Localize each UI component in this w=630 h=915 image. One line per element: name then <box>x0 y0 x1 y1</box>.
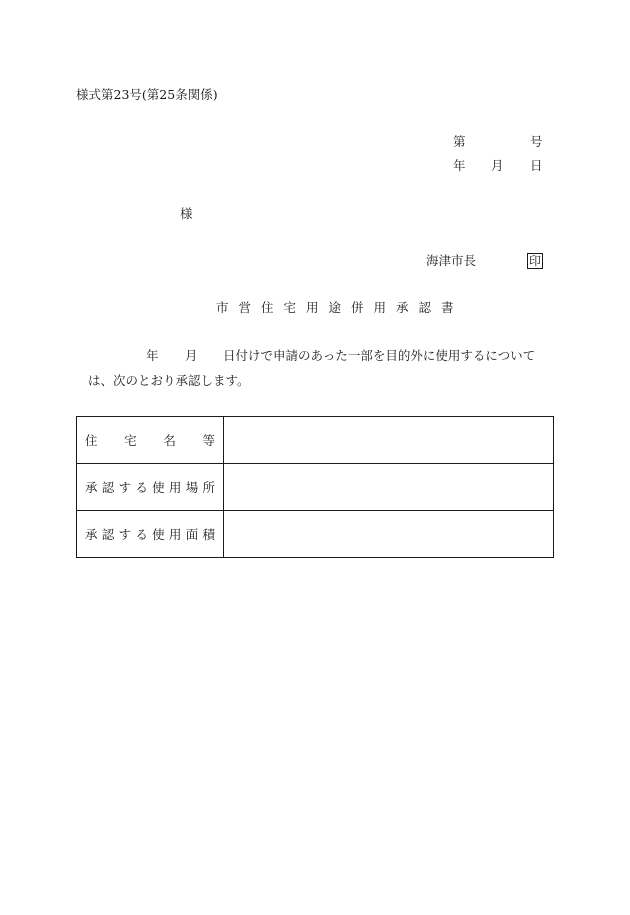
row-value[interactable] <box>224 511 554 558</box>
row-label-text <box>77 431 223 449</box>
label-char: 認 <box>101 527 115 542</box>
date-month: 月 <box>491 158 504 173</box>
label-char: 承 <box>85 527 98 542</box>
label-char: 所 <box>202 480 215 495</box>
label-char: 面 <box>185 527 199 542</box>
table-row <box>77 417 554 464</box>
doc-number-suffix: 号 <box>530 134 543 149</box>
label-char: 名 <box>163 433 176 448</box>
label-char: 住 <box>85 433 98 448</box>
row-value[interactable] <box>224 464 554 511</box>
info-table <box>76 416 554 558</box>
issuer-seal <box>527 253 543 269</box>
seal-mark: 印 <box>529 254 542 268</box>
label-char: 宅 <box>124 433 137 448</box>
doc-number-prefix: 第 <box>453 134 466 149</box>
row-value[interactable] <box>224 417 554 464</box>
date-day: 日 <box>530 158 543 173</box>
label-char: 場 <box>185 480 199 495</box>
label-char: る <box>135 480 148 495</box>
row-label-text <box>77 525 223 543</box>
label-char: 用 <box>168 527 182 542</box>
label-char: 承 <box>85 480 98 495</box>
label-char: す <box>118 527 132 542</box>
form-number: 様式第23号(第25条関係) <box>76 87 218 102</box>
label-char: 用 <box>168 480 182 495</box>
label-char: 使 <box>152 527 165 542</box>
body-year: 年 <box>146 348 159 363</box>
label-char: る <box>135 527 148 542</box>
row-label <box>77 464 224 511</box>
label-char: 認 <box>101 480 115 495</box>
row-label <box>77 417 224 464</box>
label-char: 積 <box>202 527 215 542</box>
body-month: 月 <box>185 348 198 363</box>
label-char: 使 <box>152 480 165 495</box>
table-row <box>77 511 554 558</box>
addressee-suffix: 様 <box>180 206 193 221</box>
body-line2: は、次のとおり承認します。 <box>88 373 250 388</box>
label-char: す <box>118 480 132 495</box>
label-char: 等 <box>202 433 215 448</box>
row-label <box>77 511 224 558</box>
row-label-text <box>77 478 223 496</box>
body-line1: 日付けで申請のあった一部を目的外に使用するについて <box>223 348 536 363</box>
issuer-name: 海津市長 <box>426 253 477 268</box>
document-title: 市営住宅用途併用承認書 <box>216 300 464 315</box>
table-row <box>77 464 554 511</box>
date-year: 年 <box>453 158 466 173</box>
